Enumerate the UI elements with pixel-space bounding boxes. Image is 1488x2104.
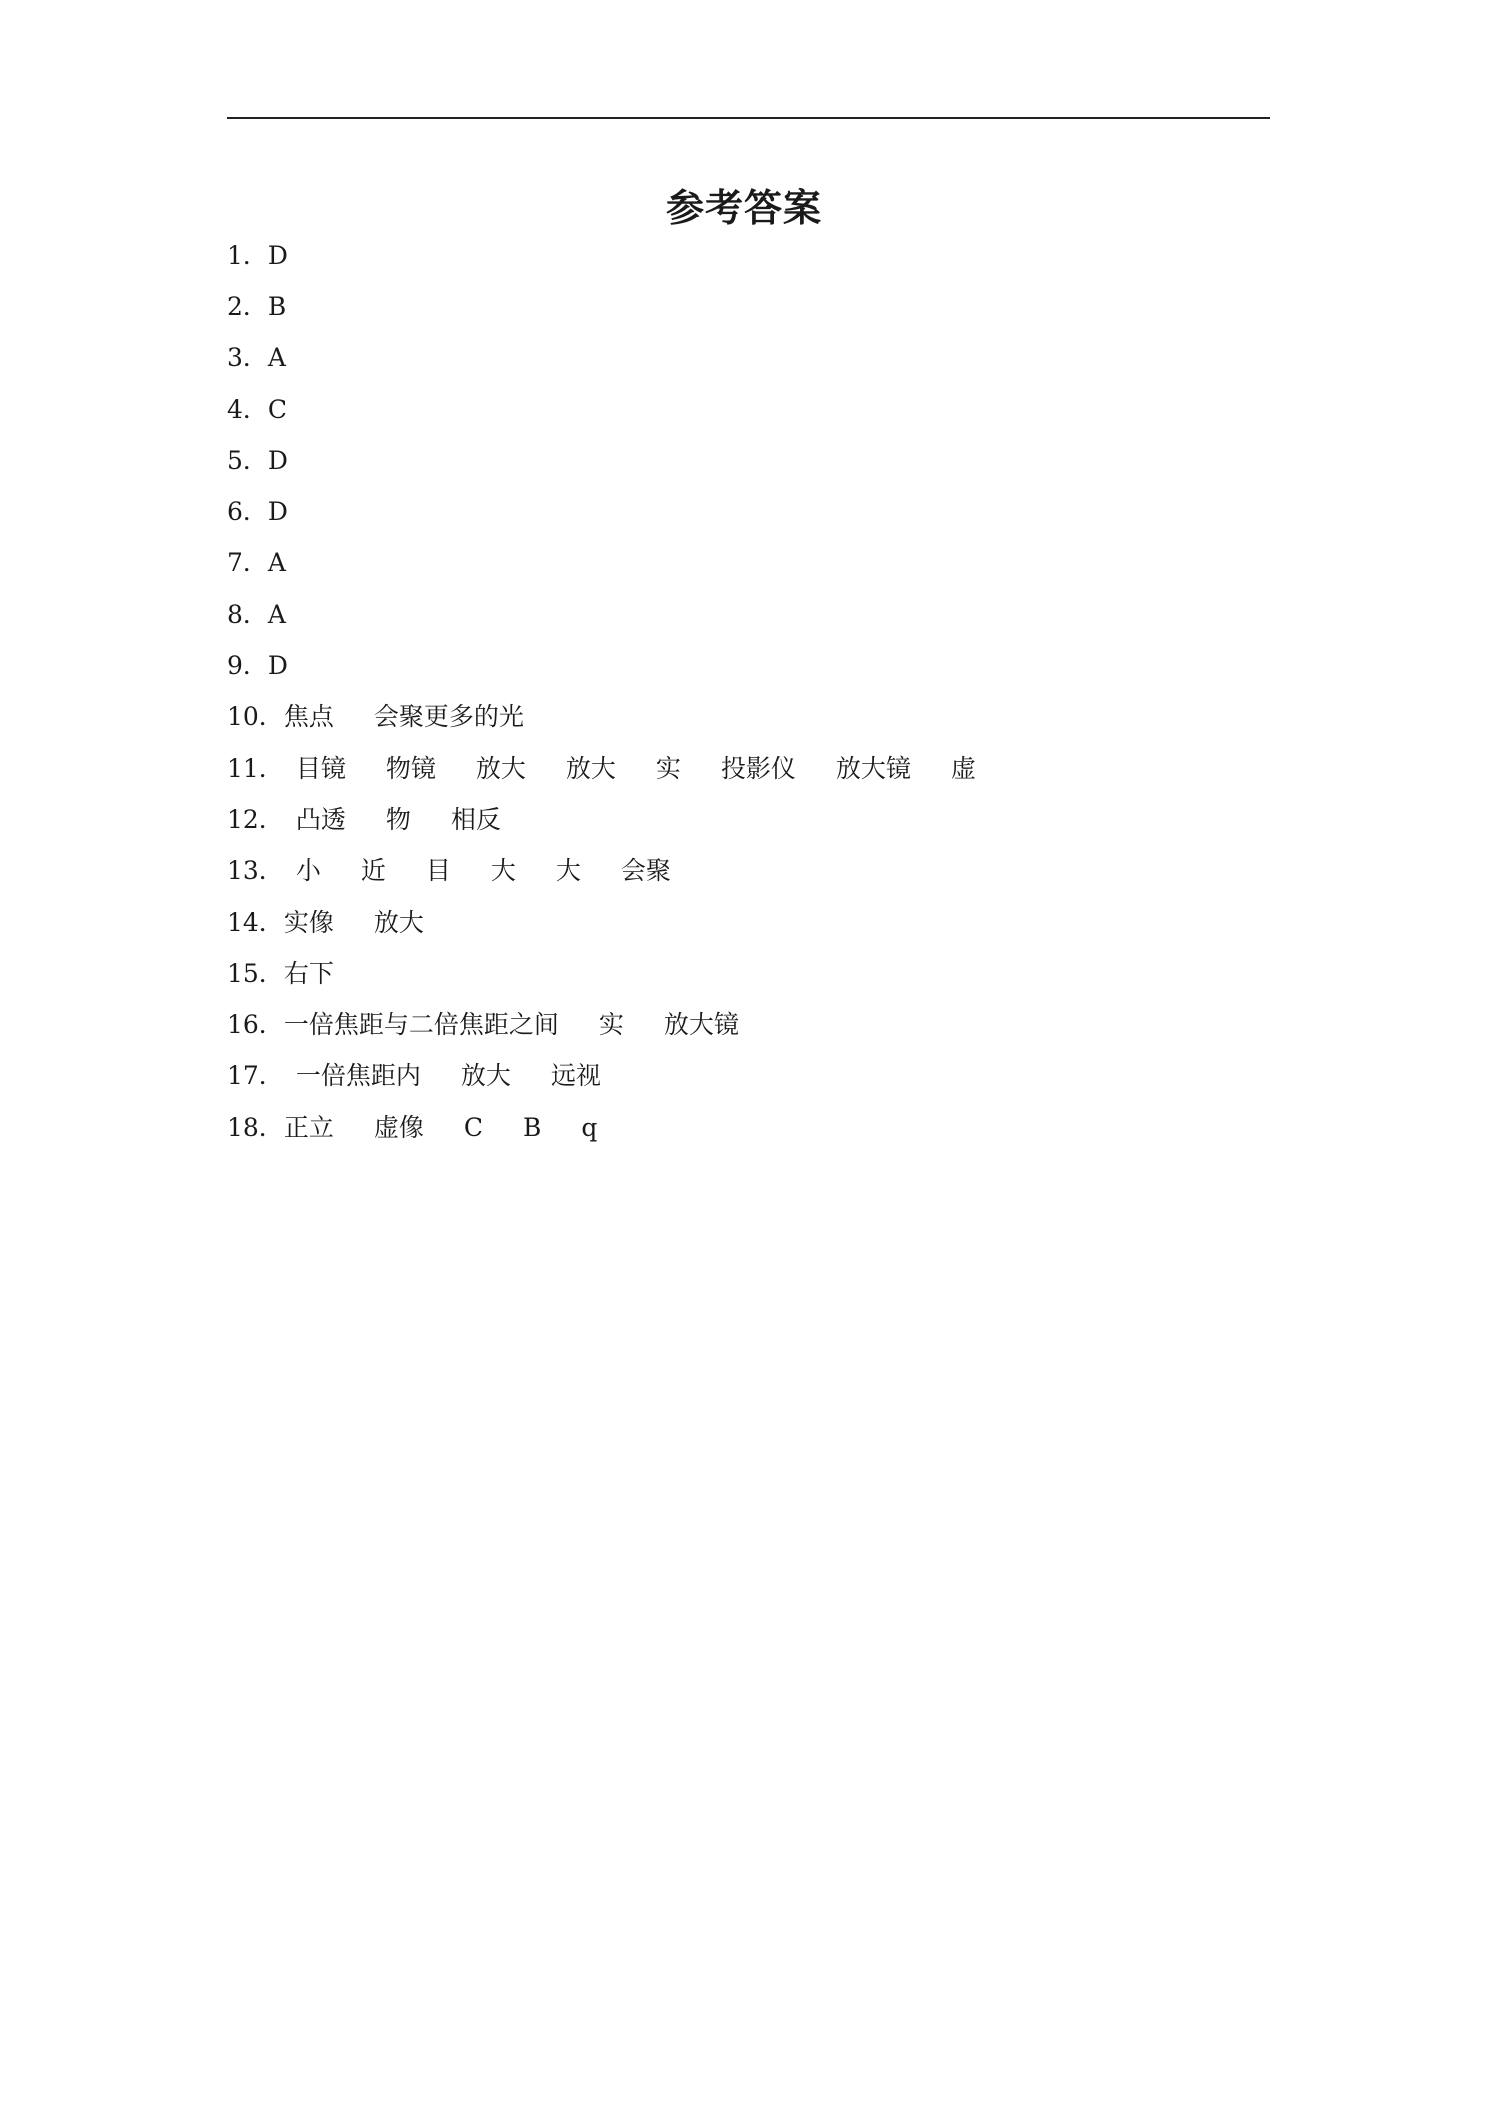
answer-item bbox=[227, 1051, 976, 1102]
answer-text: 右下 bbox=[283, 958, 334, 988]
answer-item bbox=[227, 897, 976, 948]
answer-number: 1． bbox=[227, 240, 268, 270]
answer-number: 16． bbox=[227, 1010, 284, 1040]
answer-text: 虚 bbox=[950, 753, 976, 783]
answer-item bbox=[227, 281, 976, 332]
answer-text: D bbox=[267, 497, 288, 527]
answer-item bbox=[227, 384, 976, 435]
answer-text: 物 bbox=[385, 804, 411, 834]
answer-number: 10． bbox=[227, 702, 284, 732]
answer-values bbox=[268, 497, 288, 527]
answer-text: 一倍焦距与二倍焦距之间 bbox=[283, 1010, 559, 1040]
answer-number: 13． bbox=[227, 856, 284, 886]
answer-text: 焦点 bbox=[283, 702, 334, 732]
answer-text: 一倍焦距内 bbox=[295, 1061, 421, 1091]
answer-item bbox=[227, 589, 976, 640]
answer-text: D bbox=[267, 651, 288, 681]
answer-text: 虚像 bbox=[373, 1112, 424, 1142]
answer-text: 正立 bbox=[283, 1112, 334, 1142]
answer-text: 大 bbox=[490, 856, 516, 886]
answer-item bbox=[227, 692, 976, 743]
answer-number: 14． bbox=[227, 907, 284, 937]
answer-item bbox=[227, 846, 976, 897]
answer-text: 远视 bbox=[550, 1061, 601, 1091]
answer-item bbox=[227, 794, 976, 845]
answer-item bbox=[227, 743, 976, 794]
answer-text: 实 bbox=[655, 753, 681, 783]
answer-number: 17． bbox=[227, 1061, 284, 1091]
answer-values bbox=[296, 805, 501, 835]
answer-text: 放大 bbox=[475, 753, 526, 783]
answer-values bbox=[296, 1061, 601, 1091]
answer-number: 15． bbox=[227, 958, 284, 988]
answer-text: 投影仪 bbox=[720, 753, 796, 783]
answer-text: 物镜 bbox=[385, 753, 436, 783]
answer-item bbox=[227, 999, 976, 1050]
answer-text: A bbox=[267, 599, 286, 629]
answer-number: 5． bbox=[227, 445, 268, 475]
answer-text: 放大镜 bbox=[663, 1010, 739, 1040]
answer-text: C bbox=[463, 1112, 483, 1142]
answer-text: 放大 bbox=[460, 1061, 511, 1091]
header-rule bbox=[227, 117, 1270, 119]
answer-text: 目镜 bbox=[295, 753, 346, 783]
answer-number: 2． bbox=[227, 291, 268, 321]
answer-text: 会聚 bbox=[620, 856, 671, 886]
answer-number: 6． bbox=[227, 497, 268, 527]
answer-values bbox=[268, 395, 287, 425]
answer-values bbox=[268, 651, 288, 681]
answer-item bbox=[227, 1102, 976, 1153]
answer-text: 相反 bbox=[450, 804, 501, 834]
answer-item bbox=[227, 230, 976, 281]
answer-text: 放大 bbox=[565, 753, 616, 783]
answer-text: D bbox=[267, 240, 288, 270]
answer-text: 会聚更多的光 bbox=[373, 702, 524, 732]
answer-item bbox=[227, 435, 976, 486]
answer-values bbox=[284, 702, 524, 732]
answer-number: 8． bbox=[227, 599, 268, 629]
answer-values bbox=[268, 446, 288, 476]
answer-text: C bbox=[267, 394, 288, 424]
answer-text: 目 bbox=[425, 856, 451, 886]
answer-item bbox=[227, 486, 976, 537]
answer-item bbox=[227, 640, 976, 691]
answer-item bbox=[227, 333, 976, 384]
answer-values bbox=[268, 343, 286, 373]
answer-values bbox=[284, 908, 424, 938]
answer-text: 凸透 bbox=[295, 804, 346, 834]
answer-text: 放大镜 bbox=[835, 753, 911, 783]
answer-values bbox=[268, 600, 286, 630]
answer-text: 实 bbox=[598, 1010, 624, 1040]
answer-item bbox=[227, 948, 976, 999]
answer-text: q bbox=[581, 1112, 598, 1142]
answer-text: A bbox=[267, 548, 286, 578]
answer-values bbox=[284, 1113, 598, 1143]
answer-number: 12． bbox=[227, 804, 284, 834]
answer-values bbox=[268, 292, 286, 322]
page-title: 参考答案 bbox=[665, 186, 822, 230]
answer-number: 3． bbox=[227, 343, 268, 373]
answer-number: 4． bbox=[227, 394, 268, 424]
answer-values bbox=[268, 548, 286, 578]
answer-text: 大 bbox=[555, 856, 581, 886]
answer-list bbox=[227, 230, 976, 1153]
answer-text: B bbox=[267, 291, 287, 321]
answer-values bbox=[268, 241, 288, 271]
answer-text: 小 bbox=[295, 856, 321, 886]
answer-values bbox=[284, 959, 334, 989]
answer-values bbox=[296, 856, 671, 886]
answer-text: 放大 bbox=[373, 907, 424, 937]
answer-text: 实像 bbox=[283, 907, 334, 937]
answer-item bbox=[227, 538, 976, 589]
answer-text: A bbox=[267, 343, 286, 373]
answer-text: D bbox=[267, 445, 288, 475]
answer-number: 7． bbox=[227, 548, 268, 578]
answer-number: 11． bbox=[227, 753, 284, 783]
answer-number: 9． bbox=[227, 651, 268, 681]
answer-text: 近 bbox=[360, 856, 386, 886]
answer-values bbox=[284, 1010, 739, 1040]
answer-values bbox=[296, 754, 976, 784]
answer-number: 18． bbox=[227, 1112, 284, 1142]
answer-text: B bbox=[522, 1112, 542, 1142]
